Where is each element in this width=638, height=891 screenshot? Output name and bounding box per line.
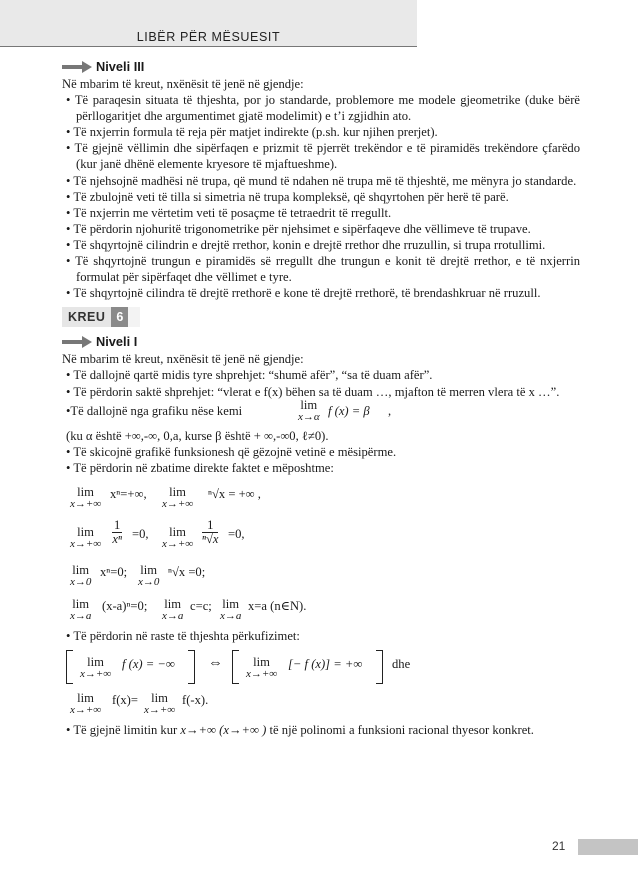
running-header: LIBËR PËR MËSUESIT [136, 30, 281, 44]
list-item: • Të përdorin në raste të thjeshta përkufizimet: [66, 628, 300, 643]
page-content [62, 58, 580, 738]
limit-expression: lim x→a [70, 596, 92, 622]
list-item: • Të shqyrtojnë cilindrin e drejtë rrethor, konin e drejtë rrethor dhe rruzullin, si trupa rrotullimi. [66, 237, 546, 252]
limit-expression: lim x→+∞ [246, 654, 278, 680]
list-item: • Të paraqesin situata të thjeshta, por jo standarde, problemore me modele gjeometrike (duke bërë përllogaritjet dhe argumentimet gjatë modelimit) e t’i zgjidhin ato. [66, 93, 580, 124]
fraction: $\frac{1}{\text{xⁿ}}$ [112, 517, 122, 546]
formula: c=c; [190, 598, 212, 613]
punctuation: , [388, 403, 392, 418]
limit-expression: lim x→+∞ [80, 654, 112, 680]
level-title: Niveli I [96, 334, 138, 350]
list-item-limit [62, 397, 580, 428]
chapter-badge [62, 307, 580, 327]
limit-expression: lim x→+∞ [70, 690, 102, 716]
formula: =0, [132, 526, 149, 541]
footer-bar [578, 839, 638, 855]
list-item: • Të nxjerrin me vërtetim veti të posaçme të tetraedrit të rregullt. [66, 205, 392, 220]
list-item: • Të zbulojnë veti të tilla si simetria në trupa kompleksë, që shqyrtohen për herë të parë. [66, 189, 509, 204]
limit-expression: lim x→+∞ [70, 524, 102, 550]
intro-text: Në mbarim të kreut, nxënësit të jenë në gjendje: [62, 352, 304, 367]
list-item-text: •Të dallojnë nga grafiku nëse kemi [66, 403, 243, 418]
list-item: • Të shqyrtojnë trungun e piramidës së rregullt dhe trungun e konit të drejtë rrethor, e të nxjerrin formulat për sipërfaqet dhe vëllimet e tyre. [66, 254, 580, 285]
chapter-badge-tail [128, 307, 140, 327]
formula: x→+∞ (x→+∞ ) [180, 722, 267, 737]
level-heading-1 [62, 333, 580, 351]
formula: xⁿ=0; [100, 564, 128, 579]
list-item: • Të dallojnë qartë midis tyre shprehjet: “shumë afër”, “sa të duam afër”. [66, 368, 433, 383]
list-item-text: të një polinomi a funksioni racional thyesor konkret. [269, 722, 534, 737]
list-item: • Të përdorin në zbatime direkte faktet e mëposhtme: [66, 460, 334, 475]
level-heading-3 [62, 58, 580, 76]
list-item-continuation: (ku α është +∞,-∞, 0,a, kurse β është + ∞,-∞0, ℓ≠0). [66, 428, 329, 443]
list-item: • Të shqyrtojnë cilindra të drejtë rrethorë e kone të drejtë rrethorë, të brendashkruar në rruzull. [66, 286, 541, 301]
formula-row-1 [62, 480, 580, 518]
limit-expression: lim x→0 [138, 562, 160, 588]
formula: f(-x). [182, 692, 209, 707]
list-item: • Të përdorin njohuritë trigonometrike për njehsimet e sipërfaqeve dhe vëllimeve të trupave. [66, 221, 531, 236]
formula-row-4 [62, 594, 580, 628]
formula: f (x) = −∞ [122, 656, 175, 671]
formula: f(x)= [112, 692, 138, 707]
list-item [62, 722, 580, 738]
limit-expression: lim x→α [298, 397, 320, 423]
arrow-icon [62, 336, 92, 348]
formula: =0, [228, 526, 245, 541]
formula-row-3 [62, 558, 580, 594]
formula: x=a (n∈N). [248, 598, 307, 613]
list-item: • Të përdorin saktë shprehjet: “vlerat e f(x) bëhen sa të duam …, mjafton të merren vlera të x …”. [66, 384, 560, 399]
list-item: • Të skicojnë grafikë funksionesh që gëzojnë vetinë e mësipërme. [66, 444, 397, 459]
list-item-text: • Të gjejnë limitin kur [66, 722, 178, 737]
limit-body: f (x) = β [328, 403, 370, 418]
formula: ⁿ√x =0; [168, 564, 206, 579]
list-item: • Të gjejnë vëllimin dhe sipërfaqen e prizmit të pjerrët trekëndor e të piramidës trekëndore çfarëdo (kur janë dhënë elemente kryesore të mjaftueshme). [66, 141, 580, 172]
chapter-label: KREU [62, 307, 111, 327]
limit-expression: lim x→+∞ [162, 484, 194, 510]
definition-row [62, 648, 580, 690]
arrow-icon [62, 61, 92, 73]
formula: dhe [392, 656, 411, 671]
right-bracket [188, 650, 195, 684]
chapter-number: 6 [111, 307, 128, 327]
iff-symbol: ⇔ [208, 654, 223, 671]
left-bracket [232, 650, 239, 684]
fraction: $\frac{1}{\text{ⁿ√x}}$ [202, 517, 219, 546]
page-number: 21 [552, 839, 566, 853]
intro-text: Në mbarim të kreut, nxënësit të jenë në gjendje: [62, 77, 304, 91]
limit-expression: lim x→+∞ [144, 690, 176, 716]
header-rule [0, 46, 417, 47]
right-bracket [376, 650, 383, 684]
limit-expression: lim x→+∞ [162, 524, 194, 550]
left-bracket [66, 650, 73, 684]
formula: (x-a)ⁿ=0; [102, 598, 148, 613]
limit-expression: lim x→0 [70, 562, 92, 588]
formula-row-2 [62, 518, 580, 558]
limit-expression: lim x→+∞ [70, 484, 102, 510]
list-item: • Të njehsojnë madhësi në trupa, që mund të ndahen në trupa më të thjeshtë, me mënyra jo standarde. [66, 173, 577, 188]
level-title: Niveli III [96, 58, 145, 74]
limit-expression: lim x→a [220, 596, 242, 622]
formula: ⁿ√x = +∞ , [208, 486, 261, 501]
formula: [− f (x)] = +∞ [288, 656, 363, 671]
formula: xⁿ=+∞, [110, 486, 147, 501]
limit-expression: lim x→a [162, 596, 184, 622]
list-item: • Të nxjerrin formula të reja për matjet indirekte (p.sh. kur njihen prerjet). [66, 125, 438, 140]
definition-row-2 [62, 690, 580, 722]
